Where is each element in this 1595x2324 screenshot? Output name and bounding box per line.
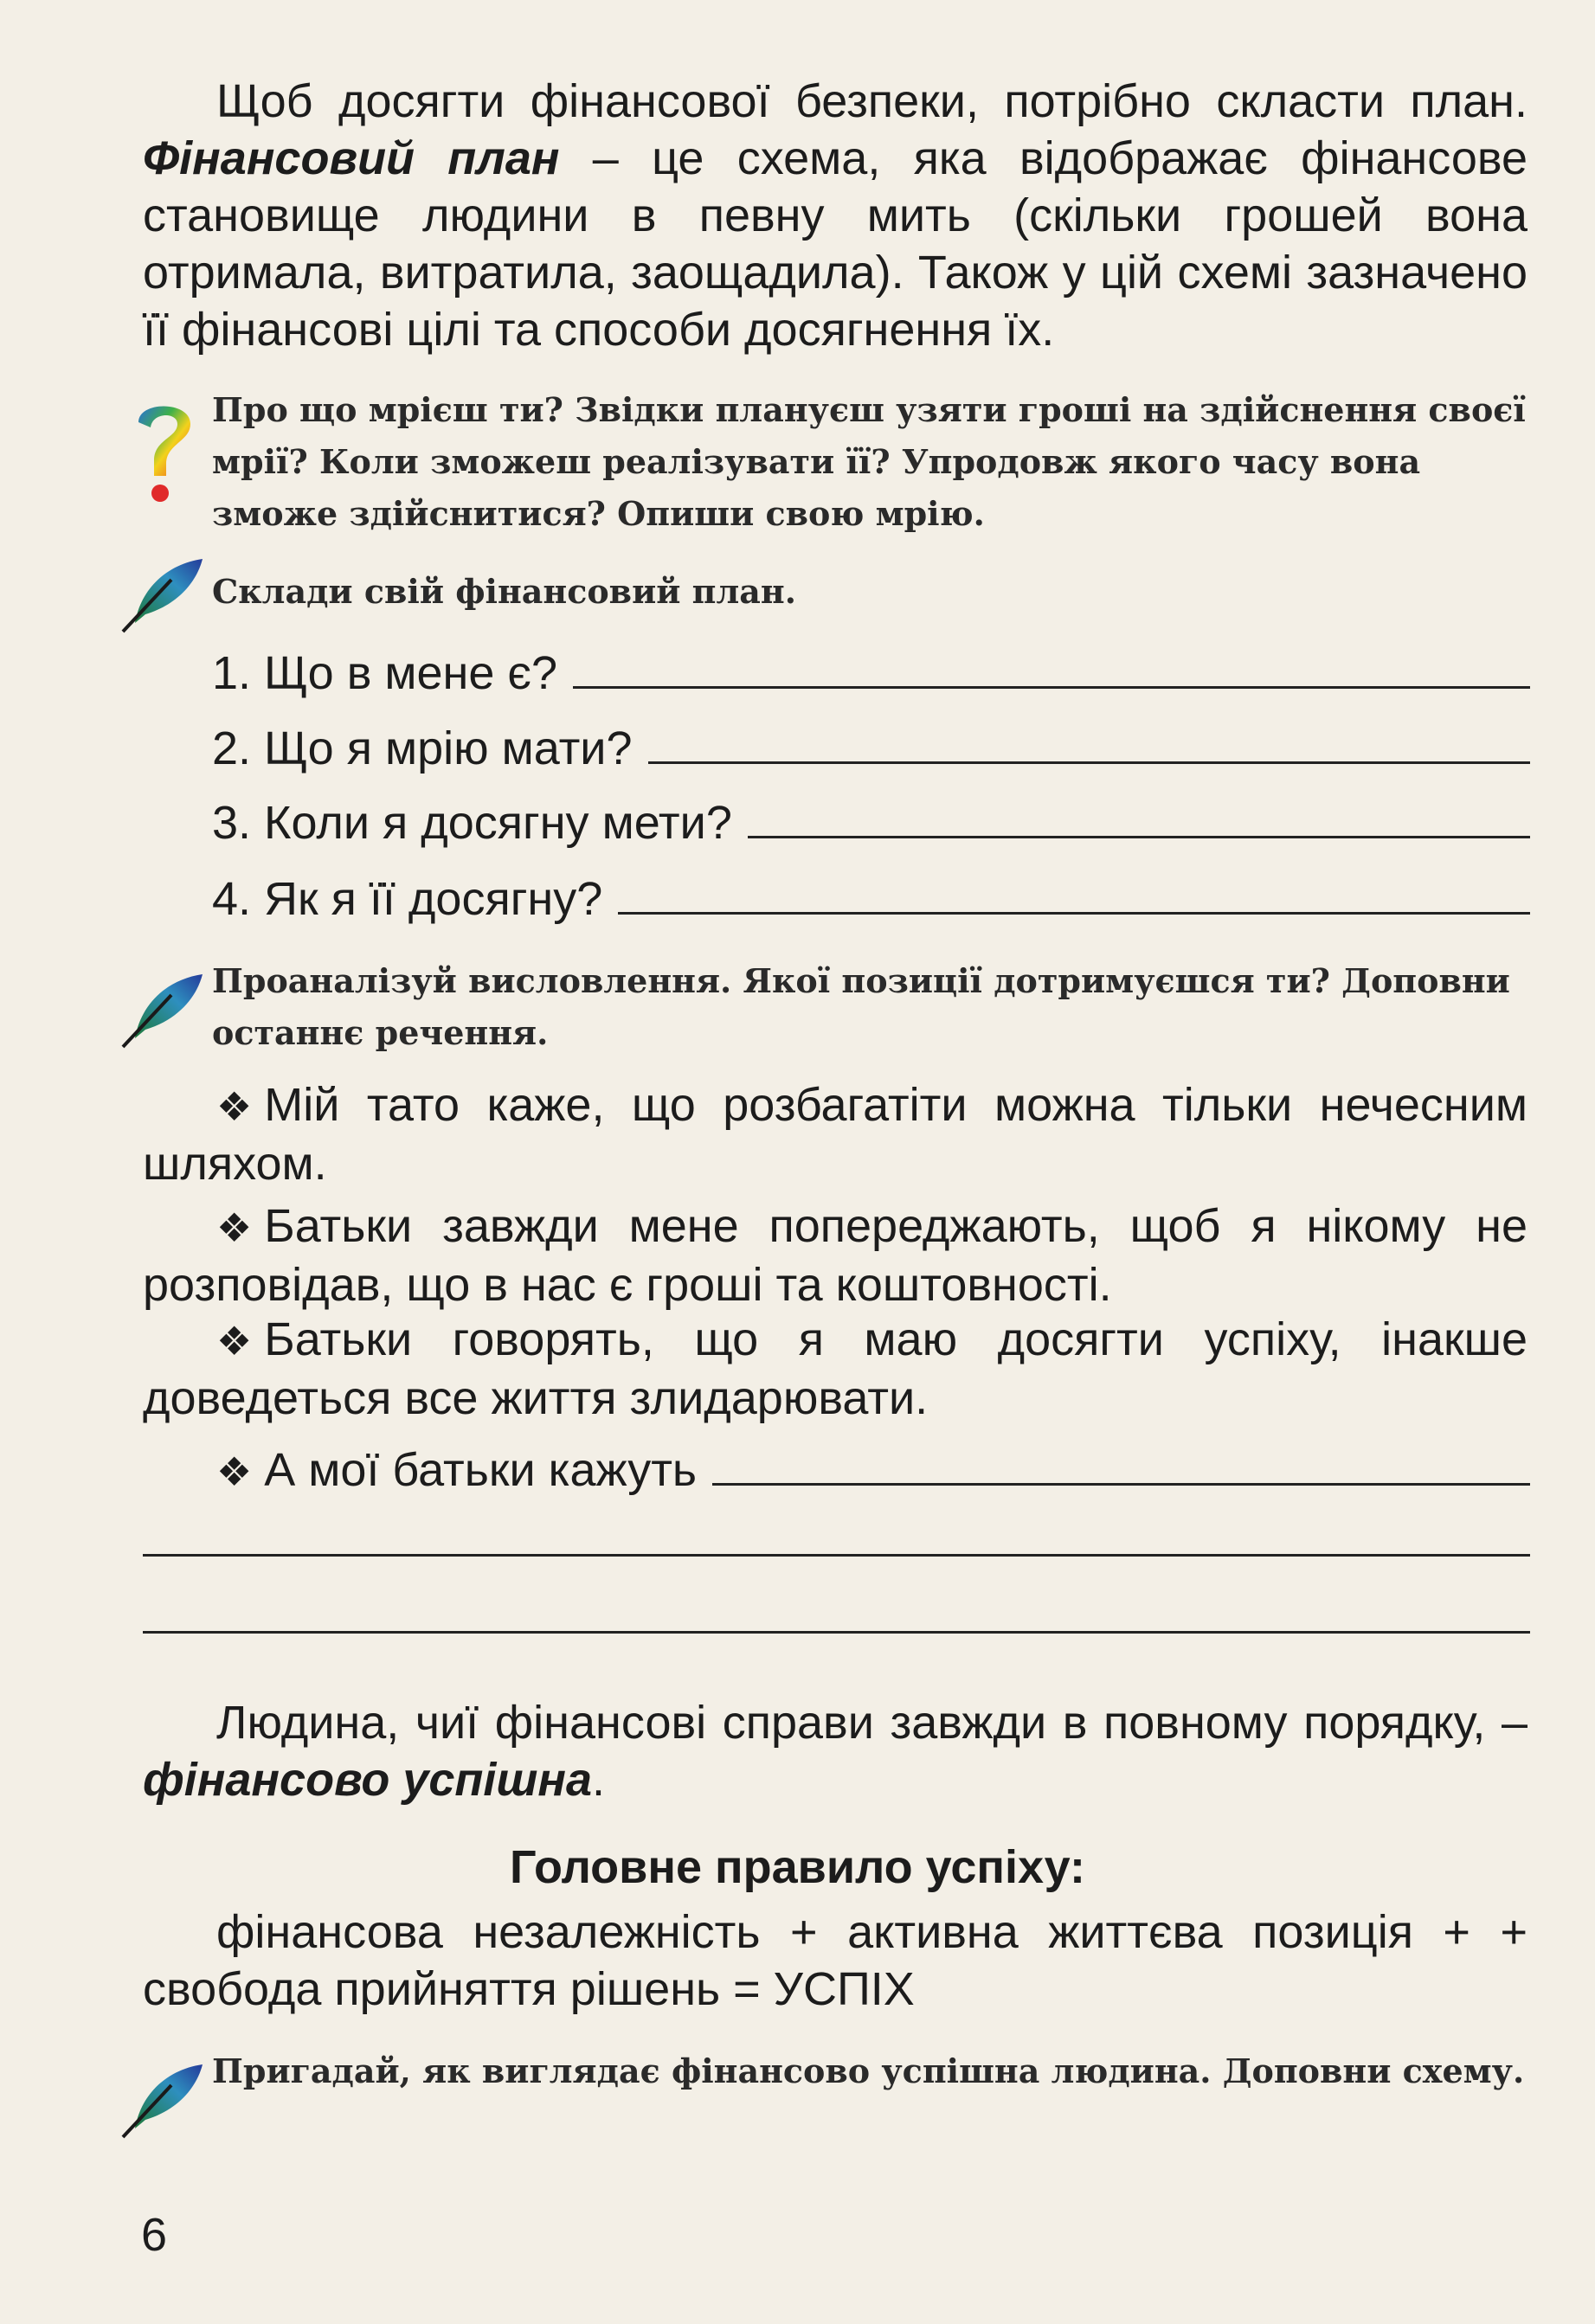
intro-text-rest: – це схема, яка відображає фінансове становище людини в певну мить (скільки грошей вона отримала, витратила, заощадила). Також у цій схемі зазначено її фінансові цілі та способи досягнення їх.	[143, 132, 1527, 356]
answer-line-6[interactable]	[143, 1554, 1530, 1557]
financially-successful-term: фінансово успішна	[143, 1754, 593, 1806]
statement-2: ❖ Батьки завжди мене попереджають, щоб я нікому не розповідав, що в нас є гроші та коштовності.	[143, 1200, 1527, 1311]
statement-4: ❖ А мої батьки кажуть	[216, 1441, 1530, 1500]
plan-question-3: 3. Коли я досягну мети?	[212, 794, 1530, 851]
plan-task: Склади свій фінансовий план.	[212, 572, 796, 611]
answer-line-5[interactable]	[712, 1448, 1530, 1486]
answer-line-4[interactable]	[618, 877, 1530, 915]
statement-3: ❖ Батьки говорять, що я маю досягти успіху, інакше доведеться все життя злидарювати.	[143, 1313, 1527, 1424]
feather-icon	[119, 969, 206, 1049]
page-number: 6	[141, 2209, 168, 2261]
scheme-task: Пригадай, як виглядає фінансово успішна людина. Доповни схему.	[212, 2051, 1525, 2090]
dream-task: Про що мрієш ти? Звідки плануєш узяти гроші на здійснення своєї мрії? Коли зможеш реалізувати її? Упродовж якого часу вона зможе здійснитися? Опиши свою мрію.	[212, 390, 1526, 533]
plan-question-4: 4. Як я її досягну?	[212, 870, 1530, 928]
analyze-task: Проаналізуй висловлення. Якої позиції дотримуєшся ти? Доповни останнє речення.	[212, 961, 1510, 1052]
plan-question-1: 1. Що в мене є?	[212, 645, 1530, 702]
feather-icon	[119, 2059, 206, 2139]
answer-line-3[interactable]	[748, 801, 1530, 838]
answer-line-2[interactable]	[648, 727, 1531, 764]
intro-text-start: Щоб досягти фінансової безпеки, потрібно скласти план.	[216, 75, 1527, 127]
success-paragraph: Людина, чиї фінансові справи завжди в повному порядку, – фінансово успішна.	[143, 1697, 1527, 1806]
rule-heading: Головне правило успіху:	[510, 1841, 1085, 1893]
answer-line-1[interactable]	[573, 652, 1530, 689]
statement-1: ❖ Мій тато каже, що розбагатіти можна тільки нечесним шляхом.	[143, 1079, 1527, 1190]
feather-icon	[119, 554, 206, 633]
answer-line-7[interactable]	[143, 1631, 1530, 1634]
intro-paragraph	[143, 73, 1527, 358]
question-mark-icon	[130, 396, 199, 509]
plan-question-2: 2. Що я мрію мати?	[212, 720, 1530, 777]
financial-plan-term: Фінансовий план	[143, 132, 560, 184]
rule-text: фінансова незалежність + активна життєва позиція + + свобода прийняття рішень = УСПІХ	[143, 1906, 1527, 2015]
